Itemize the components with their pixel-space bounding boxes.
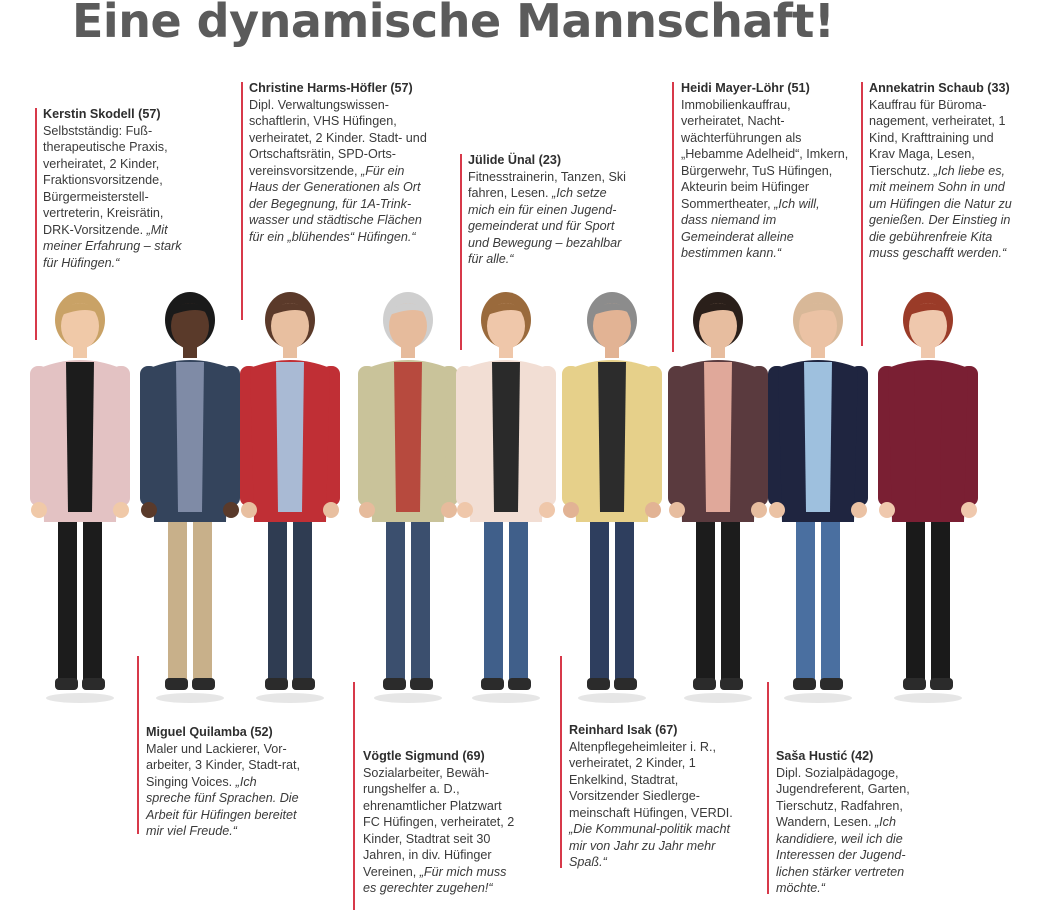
team-member-figure [562, 292, 662, 703]
member-quote: „Ich liebe es, mit meinem Sohn in und um Hüfingen die Natur zu genießen. Der Einstieg in die gebührenfreie Kita muss geschafft werden.“ [869, 163, 1012, 260]
page-title: Eine dynamische Mannschaft! [72, 0, 835, 48]
member-bio [569, 722, 745, 871]
member-name: Heidi Mayer-Löhr (51) [681, 81, 810, 95]
team-member-figure [456, 292, 556, 703]
member-name: Miguel Quilamba (52) [146, 725, 273, 739]
team-group-photo [28, 286, 1018, 712]
member-quote: „Ich kandidiere, weil ich die Interessen der Jugend-lichen stärker vertreten möchte.“ [776, 815, 906, 895]
divider-rule [353, 682, 355, 910]
member-bio [249, 80, 429, 245]
member-description: Kauffrau für Büroma-nagement, verheiratet, 1 Kind, Krafttraining und Krav Maga, Lesen, Tierschutz. [869, 97, 1006, 178]
member-quote: „Ich setze mich ein für einen Jugend-gemeinderat und für Sport und Bewegung – bezahlbar für alle.“ [468, 186, 622, 266]
team-member-figure [30, 292, 130, 703]
member-name: Vögtle Sigmund (69) [363, 749, 485, 763]
divider-rule [767, 682, 769, 894]
member-quote: „Für ein Haus der Generationen als Ort der Begegnung, für 1A-Trink-wasser und städtische Flächen für ein „blühendes“ Hüfingen.“ [249, 163, 422, 244]
member-description: Dipl. Sozialpädagoge, Jugendreferent, Garten, Tierschutz, Radfahren, Wandern, Lesen. [776, 765, 910, 829]
member-bio [363, 748, 519, 897]
team-member-figure [668, 292, 768, 703]
member-bio [869, 80, 1021, 262]
team-member-figure [240, 292, 340, 703]
member-quote: „Für mich muss es gerechter zugehen!“ [363, 864, 507, 895]
member-description: Immobilienkauffrau, verheiratet, Nacht-wächterführungen als „Hebamme Adelheid“, Imkern, Bürgerwehr, TuS Hüfingen, Akteurin beim Hüfinger Sommertheater, [681, 97, 849, 211]
team-member-figure [878, 292, 978, 703]
member-bio [468, 152, 636, 268]
member-description: Fitnesstrainerin, Tanzen, Ski fahren, Lesen. [468, 169, 626, 200]
team-member-figure [768, 292, 868, 703]
member-quote: „Ich will, dass niemand im Gemeinderat alleine bestimmen kann.“ [681, 196, 820, 260]
member-bio [43, 106, 195, 271]
member-description: Sozialarbeiter, Bewäh-rungshelfer a. D., ehrenamtlicher Platzwart FC Hüfingen, verheiratet, 2 Kinder, Stadtrat seit 30 Jahren, in div. Hüfinger Vereinen, [363, 765, 515, 879]
team-member-figure [358, 292, 458, 703]
member-name: Christine Harms-Höfler (57) [249, 81, 413, 95]
member-name: Reinhard Isak (67) [569, 723, 678, 737]
divider-rule [241, 82, 243, 320]
member-bio [681, 80, 849, 262]
member-description: Maler und Lackierer, Vor-arbeiter, 3 Kinder, Stadt-rat, Singing Voices. [146, 741, 301, 789]
team-member-figure [140, 292, 240, 703]
member-quote: „Mit meiner Erfahrung – stark für Hüfingen.“ [43, 222, 182, 270]
member-quote: „Die Kommunal-politik macht mir von Jahr zu Jahr mehr Spaß.“ [569, 822, 730, 869]
member-name: Annekatrin Schaub (33) [869, 81, 1010, 95]
member-quote: „Ich spreche fünf Sprachen. Die Arbeit für Hüfingen bereitet mir viel Freude.“ [146, 774, 299, 838]
member-bio [146, 724, 302, 840]
member-name: Saša Hustić (42) [776, 749, 874, 763]
team-photo-illustration [28, 286, 1018, 712]
member-description: Altenpflegeheimleiter i. R., verheiratet, 2 Kinder, 1 Enkelkind, Stadtrat, Vorsitzender Siedlerge-meinschaft Hüfingen, VERDI. [569, 739, 733, 820]
member-name: Jülide Ünal (23) [468, 153, 562, 167]
member-description: Dipl. Verwaltungswissen-schaftlerin, VHS Hüfingen, verheiratet, 2 Kinder. Stadt- und Ortschaftsrätin, SPD-Orts-vereinsvorsitzende, [249, 97, 427, 178]
member-bio [776, 748, 932, 897]
member-description: Selbstständig: Fuß-therapeutische Praxis, verheiratet, 2 Kinder, Fraktionsvorsitzende, Bürgermeisterstell-vertreterin, Kreisrätin, DRK-Vorsitzende. [43, 123, 168, 237]
member-name: Kerstin Skodell (57) [43, 107, 161, 121]
